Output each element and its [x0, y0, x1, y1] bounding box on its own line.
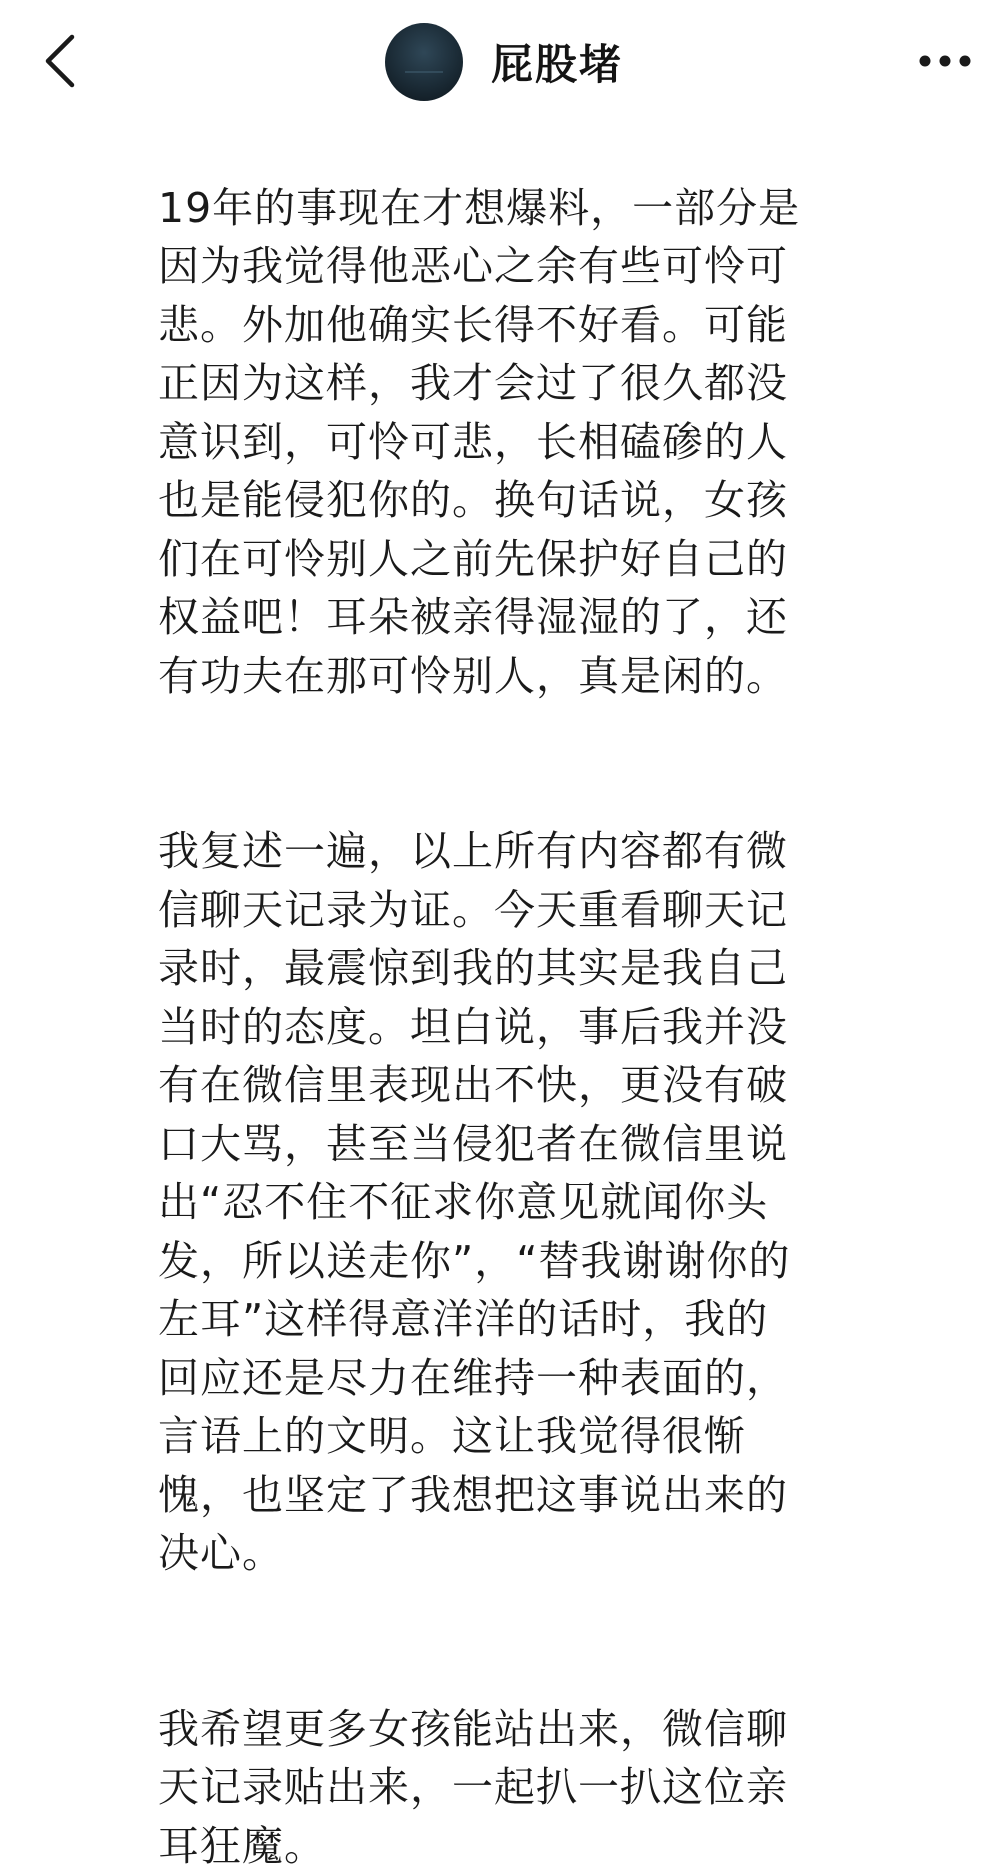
username[interactable]: 屁股堵: [491, 32, 623, 92]
more-options-button[interactable]: [910, 36, 980, 86]
post-paragraph-1: 19年的事现在才想爆料，一部分是 因为我觉得他恶心之余有些可怜可 悲。外加他确实长得不好看。可能 正因为这样，我才会过了很久都没 意识到，可怜可悲，长相磕碜的人 也是能侵犯你的。换句话说，女孩 们在可怜别人之前先保护好自己的 权益吧！耳朵被亲得湿湿的了，还 有功夫在那可怜别人，真是闲的。: [158, 179, 838, 706]
chevron-left-icon: [40, 31, 80, 91]
post-body: [158, 64, 838, 1875]
top-nav-bar: [0, 0, 1000, 122]
post-author[interactable]: [385, 22, 623, 102]
post-paragraph-3: 我希望更多女孩能站出来，微信聊 天记录贴出来，一起扒一扒这位亲 耳狂魔。: [158, 1700, 838, 1875]
post-paragraph-2: 我复述一遍，以上所有内容都有微 信聊天记录为证。今天重看聊天记 录时，最震惊到我的其实是我自己 当时的态度。坦白说，事后我并没 有在微信里表现出不快，更没有破 口大骂，甚至当侵犯者在微信里说 出“忍不住不征求你意见就闻你头 发，所以送走你”，“替我谢谢你的 左耳”这样得意洋洋的话时，我的 回应还是尽力在维持一种表面的， 言语上的文明。这让我觉得很惭 愧，也坚定了我想把这事说出来的 决心。: [158, 822, 838, 1583]
back-button[interactable]: [30, 26, 90, 96]
more-horizontal-icon: [918, 54, 972, 68]
avatar[interactable]: [385, 23, 463, 101]
